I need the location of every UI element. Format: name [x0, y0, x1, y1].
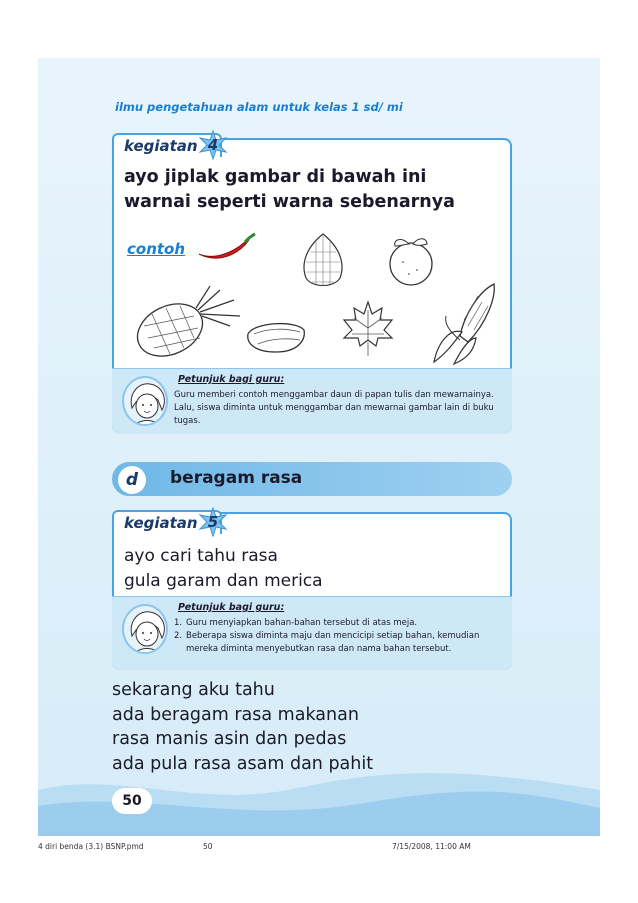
guide-item-number: 2.: [174, 631, 183, 641]
section-title: beragam rasa: [170, 468, 303, 488]
summary-line: rasa manis asin dan pedas: [112, 729, 347, 749]
footer-timestamp: 7/15/2008, 11:00 AM: [392, 842, 471, 851]
guide-list: [174, 617, 508, 656]
section-letter: d: [118, 466, 146, 494]
teacher-avatar-icon: [122, 376, 168, 426]
activity-5-tab: kegiatan: [112, 510, 222, 534]
book-header-title: ilmu pengetahuan alam untuk kelas 1 sd/ mi: [115, 100, 403, 114]
page-number: 50: [112, 788, 152, 814]
summary-line: ada pula rasa asam dan pahit: [112, 753, 374, 774]
instruction-line: ayo jiplak gambar di bawah ini: [124, 167, 427, 187]
guide-title: Petunjuk bagi guru:: [178, 374, 285, 385]
instruction-line: warnai seperti warna sebenarnya: [124, 192, 455, 212]
guide-title: Petunjuk bagi guru:: [178, 602, 285, 613]
summary-poem: [112, 678, 373, 776]
guide-list-item: [174, 630, 508, 656]
corn-icon: [424, 276, 504, 366]
activity-4-tab: kegiatan: [112, 133, 222, 157]
leaf-icon: [342, 300, 394, 358]
pineapple-icon: [130, 286, 242, 360]
guide-line: Guru memberi contoh menggambar daun di papan tulis dan mewarnainya.: [174, 390, 494, 400]
footer-filename: 4 diri benda (3.1) BSNP.pmd: [38, 842, 144, 851]
guide-item-text: Guru menyiapkan bahan-bahan tersebut di atas meja.: [186, 618, 418, 628]
guide-line: Lalu, siswa diminta untuk menggambar dan mewarnai gambar lain di buku tugas.: [174, 403, 494, 426]
instruction-line: gula garam dan merica: [124, 571, 323, 591]
activity-5-instructions: [124, 544, 323, 594]
guide-list-item: [174, 617, 508, 630]
summary-line: ada beragam rasa makanan: [112, 704, 359, 725]
starfruit-icon: [244, 316, 308, 356]
guide-text: [174, 389, 508, 428]
instruction-line: ayo cari tahu rasa: [124, 546, 278, 566]
guide-item-text: Beberapa siswa diminta maju dan mencicipi setiap bahan, kemudian mereka diminta menyebutkan rasa dan nama bahan tersebut.: [186, 631, 480, 654]
activity-4-instructions: [124, 165, 455, 215]
chili-icon: [195, 232, 257, 262]
guide-item-number: 1.: [174, 618, 183, 628]
activity-4-number: 4: [207, 136, 219, 154]
activity-5-number: 5: [207, 513, 219, 531]
salak-fruit-icon: [298, 232, 348, 290]
footer-page: 50: [203, 842, 213, 851]
summary-line: sekarang aku tahu: [112, 680, 275, 700]
example-label: contoh: [127, 240, 186, 258]
teacher-avatar-icon: [122, 604, 168, 654]
